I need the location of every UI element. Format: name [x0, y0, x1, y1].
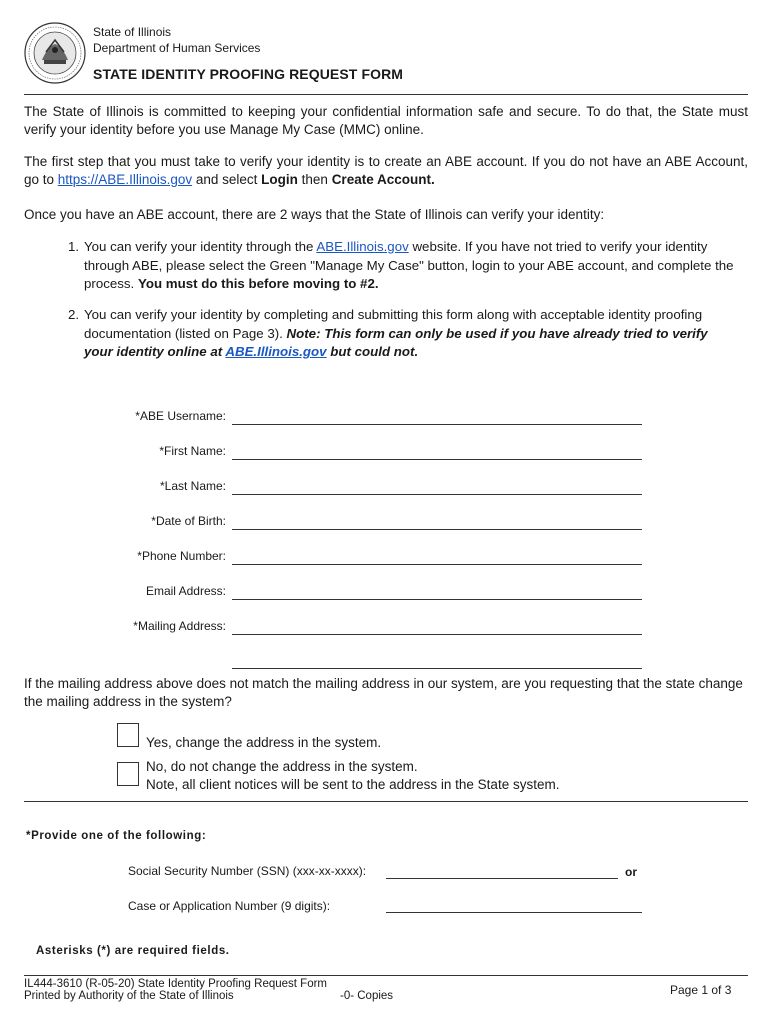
mailing-address-field-line-2[interactable]	[232, 668, 642, 669]
agency-state: State of Illinois	[93, 25, 172, 39]
way-1-bold-note: You must do this before moving to #2.	[137, 276, 379, 291]
phone-number-label: *Phone Number:	[137, 549, 226, 563]
section-divider	[24, 801, 748, 802]
date-of-birth-label: *Date of Birth:	[151, 514, 226, 528]
first-name-label: *First Name:	[159, 444, 226, 458]
state-seal-logo	[24, 22, 86, 84]
phone-number-field[interactable]	[232, 564, 642, 565]
yes-change-address-checkbox[interactable]	[117, 723, 139, 747]
no-change-address-line-2: Note, all client notices will be sent to the address in the State system.	[146, 777, 560, 792]
agency-block	[93, 24, 260, 56]
no-change-address-line-1: No, do not change the address in the system.	[146, 759, 418, 774]
intro-paragraph-1: The State of Illinois is committed to keeping your confidential information safe and secure. To do that, the State must verify your identity before you use Manage My Case (MMC) online.	[24, 104, 748, 137]
copies-text: -0- Copies	[340, 990, 394, 1002]
way-1-text-b: website. If you have not tried to verify your identity through ABE, please select the Green "Manage My Case" button, login to your ABE account, and complete the process.	[84, 239, 734, 291]
form-id-text: IL444-3610 (R-05-20) State Identity Proofing Request Form	[24, 978, 327, 990]
date-of-birth-field[interactable]	[232, 529, 642, 530]
ssn-label: Social Security Number (SSN) (xxx-xx-xxxx):	[128, 864, 367, 878]
required-fields-note: Asterisks (*) are required fields.	[36, 945, 230, 957]
way-2-text-a: You can verify your identity by completing and submitting this form along with acceptable identity proofing documentation (listed on Page 3).	[84, 307, 703, 341]
way-2-number: 2.	[68, 307, 80, 322]
intro-p2-text-c: then	[297, 172, 332, 187]
way-2-abe-link[interactable]: ABE.Illinois.gov	[225, 344, 327, 359]
printed-by-text: Printed by Authority of the State of Illinois	[24, 990, 234, 1002]
agency-department: Department of Human Services	[93, 41, 261, 55]
last-name-label: *Last Name:	[159, 479, 226, 493]
way-item-1	[68, 238, 736, 294]
case-number-field[interactable]	[386, 912, 642, 913]
header-divider	[24, 94, 748, 95]
abe-url-link[interactable]: https://ABE.Illinois.gov	[57, 172, 193, 187]
case-number-label: Case or Application Number (9 digits):	[128, 899, 331, 913]
address-change-question: If the mailing address above does not match the mailing address in our system, are you requesting that the state change the mailing address in the system?	[24, 676, 743, 709]
no-change-address-checkbox[interactable]	[117, 762, 139, 786]
last-name-field[interactable]	[232, 494, 642, 495]
first-name-field[interactable]	[232, 459, 642, 460]
or-text: or	[625, 865, 637, 879]
way-1-abe-link[interactable]: ABE.Illinois.gov	[316, 239, 409, 254]
yes-change-address-label: Yes, change the address in the system.	[146, 735, 382, 750]
way-1-number: 1.	[68, 239, 80, 254]
footer-divider	[24, 975, 748, 976]
abe-username-field[interactable]	[232, 424, 642, 425]
email-address-label: Email Address:	[145, 584, 226, 598]
way-item-2	[68, 306, 736, 362]
provide-heading: *Provide one of the following:	[26, 830, 207, 842]
intro-p2-text-a: The first step that you must take to verify your identity is to create an ABE account. If you do not have an ABE Account, go to	[24, 154, 748, 187]
mailing-address-field[interactable]	[232, 634, 642, 635]
form-title: STATE IDENTITY PROOFING REQUEST FORM	[93, 66, 404, 82]
mailing-address-label: *Mailing Address:	[133, 619, 226, 633]
no-change-address-label	[146, 758, 559, 794]
way-2-note-a: Note: This form can only be used if you have already tried to verify your identity online at	[84, 325, 708, 359]
way-2-note-b: but could not.	[326, 344, 419, 359]
way-1-text-a: You can verify your identity through the	[84, 239, 317, 254]
login-text: Login	[261, 172, 298, 187]
intro-paragraph-2	[24, 153, 748, 189]
create-account-text: Create Account.	[331, 172, 435, 187]
intro-p2-text-b: and select	[192, 172, 262, 187]
abe-username-label: *ABE Username:	[135, 409, 226, 423]
page-number: Page 1 of 3	[670, 983, 732, 997]
intro-paragraph-3: Once you have an ABE account, there are 2 ways that the State of Illinois can verify your identity:	[24, 207, 605, 222]
email-address-field[interactable]	[232, 599, 642, 600]
ssn-field[interactable]	[386, 878, 618, 879]
